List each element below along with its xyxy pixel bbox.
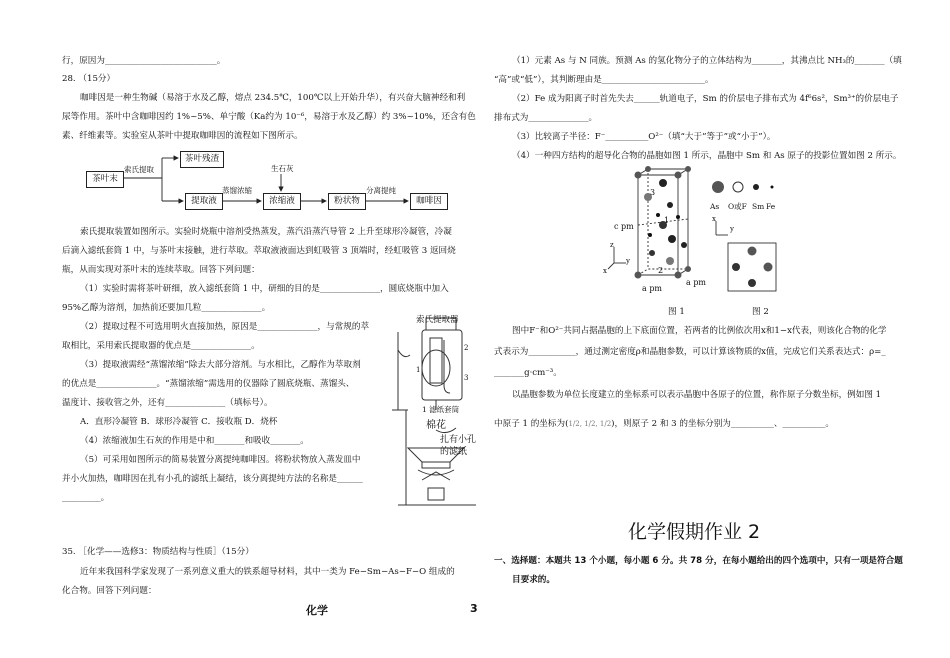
text-line: （2）提取过程不可选用明火直接加热，原因是______________，与常规的萃: [80, 322, 370, 332]
text-line: 取相比，采用索氏提取器的优点是______________。: [62, 341, 260, 351]
flow-box-residue: 茶叶残渣: [180, 151, 224, 168]
figure-2-caption: 图 2: [752, 307, 769, 317]
a-pm-label-1: a pm: [642, 284, 663, 293]
pinhole-label: 扎有小孔: [440, 435, 477, 445]
axis-x-label: x: [603, 267, 607, 275]
pinhole-label-2: 的滤纸: [440, 447, 468, 457]
text-line: （4）一种四方结构的超导化合物的晶胞如图 1 所示，晶胞中 Sm 和 As 原子的投影位置如图 2 所示。: [512, 151, 902, 161]
text-line: 的优点是______________。“蒸馏浓缩”需选用的仪器除了圆底烧瓶、蒸馏头、: [62, 379, 355, 389]
text-line: 式表示为___________，通过测定密度ρ和晶胞参数，可以计算该物质的x值，完成它们关系表达式：ρ=_: [494, 347, 886, 357]
text-line: “高”或“低”），其判断理由是________________________。: [494, 75, 714, 85]
question-28-header: 28. （15分）: [62, 74, 116, 84]
flow-box-concentrate: 浓缩液: [263, 193, 301, 210]
text-line: （2）Fe 成为阳离子时首先失去______轨道电子，Sm 的价层电子排布式为 4f⁶6s²，Sm³⁺的价层电子: [512, 94, 899, 104]
apparatus-number-2: 2: [464, 344, 469, 352]
apparatus-figure: [378, 310, 478, 515]
text-line: 化合物。回答下列问题：: [62, 586, 157, 596]
text-line: 温度计、接收管之外，还有______________（填标号）。: [62, 398, 273, 408]
flow-box-tea: 茶叶末: [86, 171, 124, 188]
soxhlet-label: 索氏提取器: [416, 315, 459, 325]
section-heading: 一、选择题：本题共 13 个小题，每小题 6 分。共 78 分，在每小题给出的四个选项中，只有一项是符合题: [494, 556, 903, 566]
legend-sm: Sm: [752, 202, 765, 211]
text-line: （4）浓缩液加生石灰的作用是中和_______和吸收_______。: [80, 436, 309, 446]
options-line: A．直形冷凝管 B．球形冷凝管 C．接收瓶 D．烧杯: [80, 417, 278, 427]
legend-as: As: [710, 202, 720, 211]
filter-sleeve-label: 1 滤纸套筒: [422, 405, 460, 414]
flow-arrows: [0, 0, 470, 230]
text-line: _________。: [62, 493, 110, 503]
text-line: 瓶，从而实现对茶叶末的连续萃取。回答下列问题：: [62, 265, 260, 275]
footer-subject: 化学: [306, 604, 328, 617]
text-line: 排布式为______________。: [494, 113, 598, 123]
atom-number-2: 2: [658, 266, 664, 275]
text-line: （3）提取液需经“蒸馏浓缩”除去大部分溶剂。与水相比，乙醇作为萃取剂: [80, 360, 361, 370]
crystal-structure-figure: [600, 165, 805, 305]
axis-z-label: z: [610, 241, 614, 249]
question-35-header: 35. ［化学——选修3：物质结构与性质］（15分）: [62, 547, 254, 557]
text-line: （1）元素 As 与 N 同族。预测 As 的氢化物分子的立体结构为_______，其沸点比 NH₃的_______（填: [512, 56, 902, 66]
text-line: （5）可采用如图所示的简易装置分离提纯咖啡因。将粉状物放入蒸发皿中: [80, 455, 361, 465]
text-line: 行，原因为__________________________。: [62, 56, 226, 66]
flow-box-extract-liquid: 提取液: [185, 193, 223, 210]
axis-y-label: y: [626, 257, 630, 265]
coord-prefix: 中原子 1 的坐标为(: [494, 419, 569, 429]
text-line: 并小火加热，咖啡因在扎有小孔的滤纸上凝结，该分离提纯方法的名称是______: [62, 474, 363, 484]
atom-number-3: 3: [650, 188, 656, 197]
text-line: 后滴入滤纸套筒 1 中，与茶叶末接触，进行萃取。萃取液液面达到虹吸管 3 顶端时，经虹吸管 3 返回烧: [62, 246, 456, 256]
text-line: _______g·cm⁻³。: [494, 368, 562, 378]
section-heading-cont: 目要求的。: [512, 575, 555, 585]
flow-label-separate: 分离提纯: [366, 186, 396, 195]
atom-number-1: 1: [664, 216, 670, 225]
text-line: 近年来我国科学家发现了一系列意义重大的铁系超导材料，其中一类为 Fe−Sm−As−F−O 组成的: [80, 567, 455, 577]
text-line: （1）实验时需将茶叶研细，放入滤纸套筒 1 中，研细的目的是______________，圆底烧瓶中加入: [80, 284, 449, 294]
legend-fe: Fe: [766, 202, 776, 211]
coord-fraction: 1/2, 1/2, 1/2: [568, 420, 612, 428]
text-line: （3）比较离子半径：F⁻__________O²⁻（填“大于”等于”或“小于”）。: [512, 132, 776, 142]
homework-title: 化学假期作业 2: [628, 521, 761, 543]
text-line: 索氏提取装置如图所示。实验时烧瓶中溶剂受热蒸发，蒸汽沿蒸汽导管 2 上升至球形冷凝管，冷凝: [80, 227, 452, 237]
axis-y2-label: y: [730, 225, 734, 233]
coord-suffix: )，则原子 2 和 3 的坐标分别为__________、__________。: [611, 419, 835, 429]
atoms: [635, 166, 774, 287]
flow-label-lime: 生石灰: [271, 164, 294, 173]
flow-box-powder: 粉状物: [328, 193, 366, 210]
figure-1-caption: 图 1: [668, 307, 685, 317]
text-line: 素、纤维素等。实验室从茶叶中提取咖啡因的流程如下图所示。: [62, 131, 303, 141]
coordinate-line: [494, 418, 834, 430]
legend-o-or-f: O或F: [728, 202, 747, 211]
text-line: 95%乙醇为溶剂，加热前还要加几粒______________。: [62, 303, 271, 313]
cotton-label: 棉花: [426, 420, 446, 431]
apparatus-number-1: 1: [416, 366, 421, 374]
text-line: 图中F⁻和O²⁻共同占据晶胞的上下底面位置，若两者的比例依次用x和1−x代表，则该化合物的化学: [512, 326, 887, 336]
apparatus-number-3: 3: [464, 374, 469, 382]
a-pm-label-2: a pm: [686, 278, 707, 287]
flow-label-extract: 索氏提取: [124, 165, 154, 174]
text-line: 以晶胞参数为单位长度建立的坐标系可以表示晶胞中各原子的位置，称作原子分数坐标，例如图 1: [512, 390, 882, 400]
c-pm-label: c pm: [614, 222, 634, 231]
flow-label-distill: 蒸馏浓缩: [222, 186, 252, 195]
flow-box-caffeine: 咖啡因: [410, 193, 448, 210]
page-number: 3: [470, 602, 478, 615]
text-line: 咖啡因是一种生物碱（易溶于水及乙醇，熔点 234.5℃，100℃以上开始升华），有兴奋大脑神经和利: [80, 93, 466, 103]
text-line: 尿等作用。茶叶中含咖啡因约 1%~5%、单宁酸（Ka约为 10⁻⁶，易溶于水及乙醇）约 3%~10%，还含有色: [62, 112, 476, 122]
axis-x2-label: x: [712, 215, 716, 223]
